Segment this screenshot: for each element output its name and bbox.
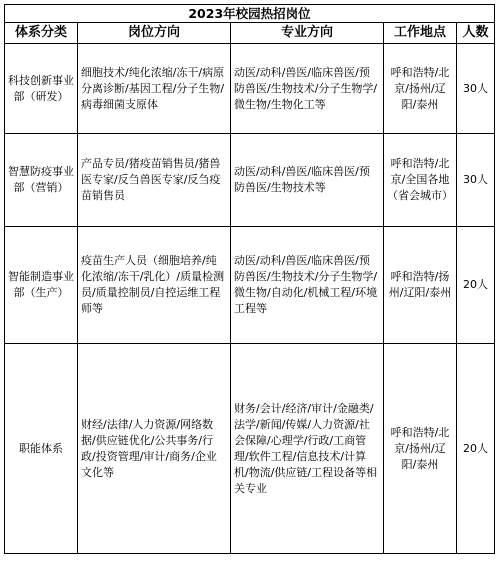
cell-major: 动医/动科/兽医/临床兽医/预防兽医/生物技术/分子生物学/微生物/自动化/机械工程/环境工程等 xyxy=(231,227,384,344)
table-row xyxy=(5,227,495,344)
cell-system: 智慧防疫事业部（营销） xyxy=(5,134,78,227)
cell-count: 20人 xyxy=(457,227,495,344)
header-row xyxy=(5,23,495,44)
cell-position: 财经/法律/人力资源/网络数据/供应链优化/公共事务/行政/投资管理/审计/商务/企业文化等 xyxy=(78,344,231,554)
table-row xyxy=(5,44,495,134)
cell-major: 动医/动科/兽医/临床兽医/预防兽医/生物技术等 xyxy=(231,134,384,227)
cell-location: 呼和浩特/北京/扬州/辽阳/泰州 xyxy=(384,44,457,134)
title-row xyxy=(5,5,495,23)
cell-location: 呼和浩特/扬州/辽阳/泰州 xyxy=(384,227,457,344)
cell-system: 职能体系 xyxy=(5,344,78,554)
recruitment-table xyxy=(4,4,495,554)
recruitment-table-container xyxy=(4,4,494,554)
cell-location: 呼和浩特/北京/全国各地（省会城市） xyxy=(384,134,457,227)
header-count: 人数 xyxy=(457,23,495,44)
table-title: 2023年校园热招岗位 xyxy=(5,5,495,23)
cell-count: 20人 xyxy=(457,344,495,554)
cell-location: 呼和浩特/北京/扬州/辽阳/泰州 xyxy=(384,344,457,554)
cell-count: 30人 xyxy=(457,44,495,134)
cell-count: 30人 xyxy=(457,134,495,227)
cell-position: 细胞技术/纯化浓缩/冻干/病原分离诊断/基因工程/分子生物/病毒细菌支原体 xyxy=(78,44,231,134)
cell-position: 疫苗生产人员（细胞培养/纯化浓缩/冻干/乳化）/质量检测员/质量控制员/自控运维工程师等 xyxy=(78,227,231,344)
cell-major: 财务/会计/经济/审计/金融类/法学/新闻/传媒/人力资源/社会保障/心理学/行政/工商管理/软件工程/信息技术/计算机/物流/供应链/工程设备等相关专业 xyxy=(231,344,384,554)
cell-position: 产品专员/猪疫苗销售员/猪兽医专家/反刍兽医专家/反刍疫苗销售员 xyxy=(78,134,231,227)
header-location: 工作地点 xyxy=(384,23,457,44)
table-row xyxy=(5,344,495,554)
header-major: 专业方向 xyxy=(231,23,384,44)
header-position: 岗位方向 xyxy=(78,23,231,44)
cell-major: 动医/动科/兽医/临床兽医/预防兽医/生物技术/分子生物学/微生物/生物化工等 xyxy=(231,44,384,134)
table-row xyxy=(5,134,495,227)
cell-system: 科技创新事业部（研发） xyxy=(5,44,78,134)
cell-system: 智能制造事业部（生产） xyxy=(5,227,78,344)
header-system: 体系分类 xyxy=(5,23,78,44)
